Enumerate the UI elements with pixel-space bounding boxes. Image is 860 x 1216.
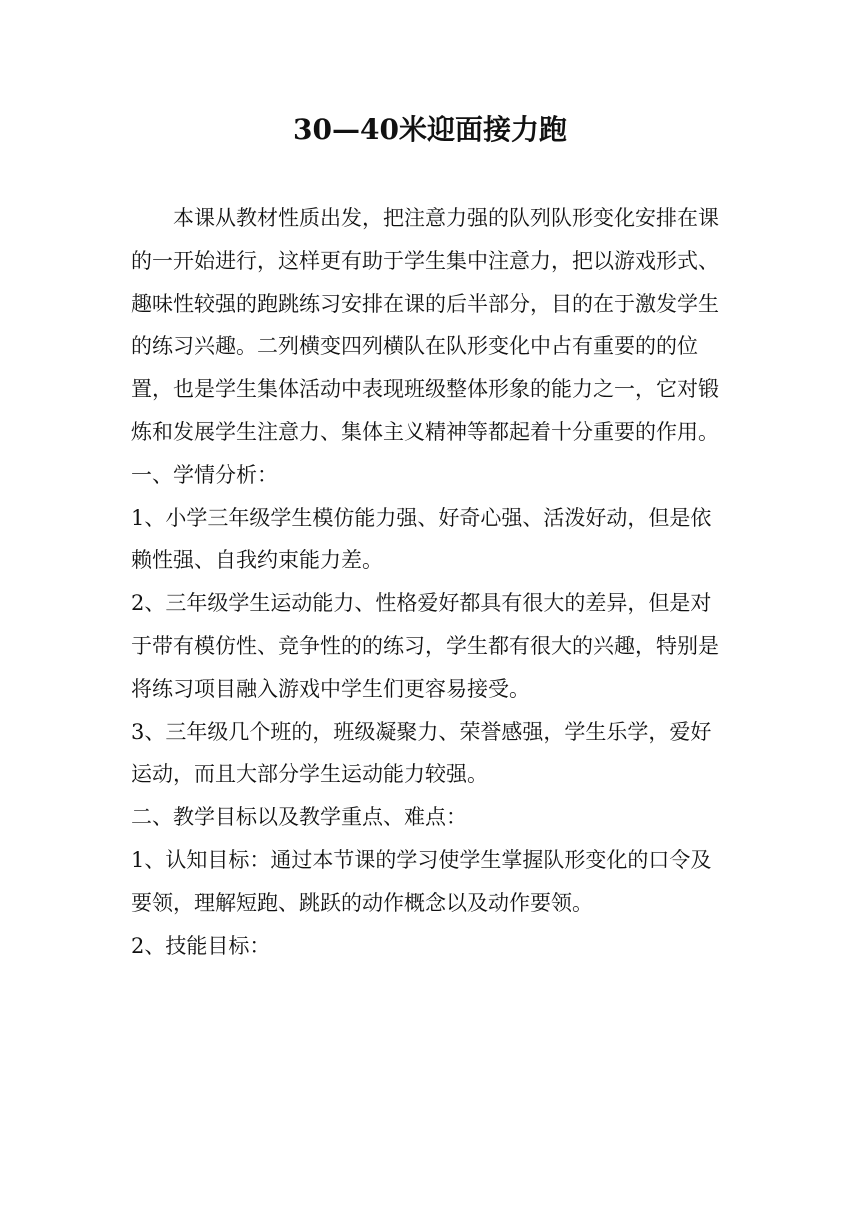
document-title: 30—40米迎面接力跑 — [293, 113, 567, 146]
document-body — [131, 197, 731, 967]
section-heading-learner-analysis: 一、学情分析： — [131, 462, 278, 487]
teaching-goal-item-2: 2、技能目标： — [131, 933, 271, 958]
section-heading-teaching-goals: 二、教学目标以及教学重点、难点： — [131, 805, 467, 830]
teaching-goal-item-1: 1、认知目标：通过本节课的学习使学生掌握队形变化的口令及要领，理解短跑、跳跃的动作概念以及动作要领。 — [131, 847, 712, 915]
learner-analysis-item-2: 2、三年级学生运动能力、性格爱好都具有很大的差异，但是对于带有模仿性、竞争性的的练习，学生都有很大的兴趣，特别是将练习项目融入游戏中学生们更容易接受。 — [131, 591, 719, 701]
intro-paragraph: 本课从教材性质出发，把注意力强的队列队形变化安排在课的一开始进行，这样更有助于学生集中注意力，把以游戏形式、趣味性较强的跑跳练习安排在课的后半部分，目的在于激发学生的练习兴趣。二列横变四列横队在队形变化中占有重要的的位置，也是学生集体活动中表现班级整体形象的能力之一，它对锻炼和发展学生注意力、集体主义精神等都起着十分重要的作用。 — [131, 206, 719, 444]
learner-analysis-item-1: 1、小学三年级学生模仿能力强、好奇心强、活泼好动，但是依赖性强、自我约束能力差。 — [131, 505, 712, 573]
learner-analysis-item-3: 3、三年级几个班的，班级凝聚力、荣誉感强，学生乐学，爱好运动，而且大部分学生运动能力较强。 — [131, 719, 712, 787]
